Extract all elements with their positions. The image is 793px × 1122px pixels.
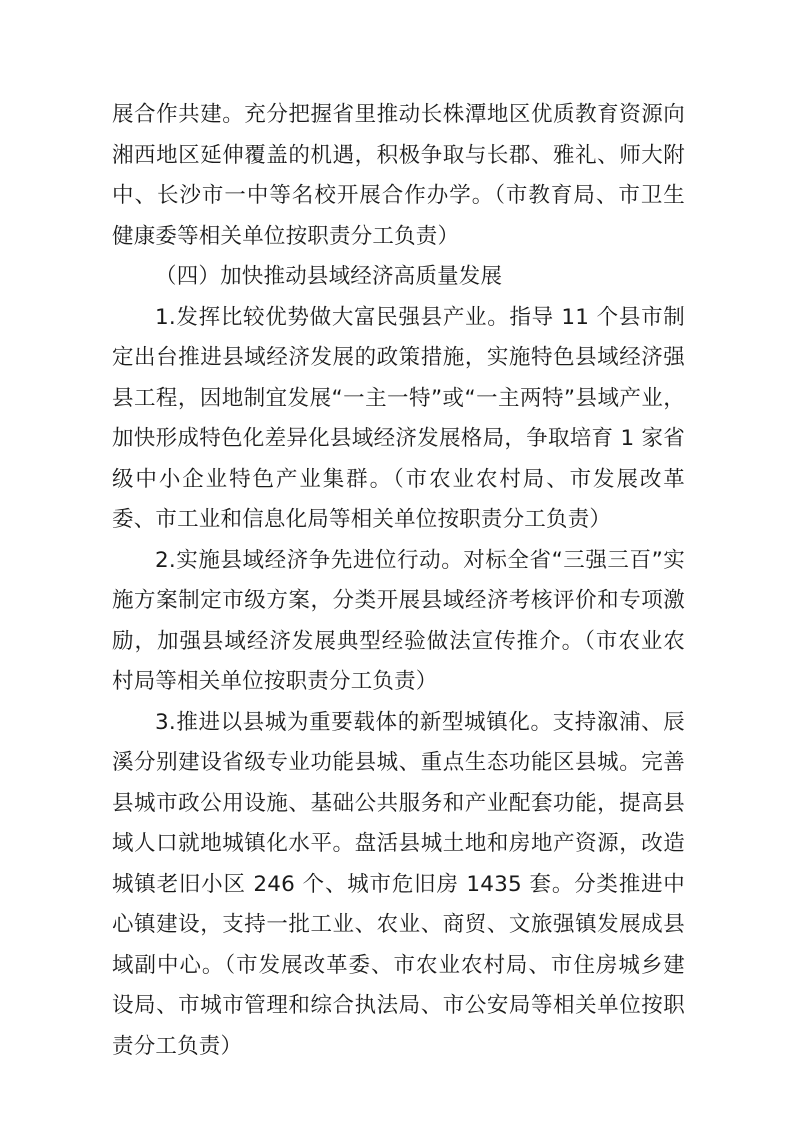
- paragraph-item-2: 2.实施县域经济争先进位行动。对标全省“三强三百”实施方案制定市级方案，分类开展县域经济考核评价和专项激励，加强县域经济发展典型经验做法宣传推介。（市农业农村局等相关单位按职责分工负责）: [112, 547, 685, 694]
- document-body: [112, 95, 685, 1067]
- paragraph-heading-four: （四）加快推动县域经济高质量发展: [155, 264, 503, 289]
- paragraph-continued-cooperation: 展合作共建。充分把握省里推动长株潭地区优质教育资源向湘西地区延伸覆盖的机遇，积极争取与长郡、雅礼、师大附中、长沙市一中等名校开展合作办学。（市教育局、市卫生健康委等相关单位按职责分工负责）: [112, 102, 685, 249]
- paragraph-item-3: 3.推进以县城为重要载体的新型城镇化。支持溆浦、辰溪分别建设省级专业功能县城、重点生态功能区县城。完善县城市政公用设施、基础公共服务和产业配套功能，提高县域人口就地城镇化水平。盘活县城土地和房地产资源，改造城镇老旧小区 246 个、城市危旧房 1435 套。分类推进中心镇建设，支持一批工业、农业、商贸、文旅强镇发展成县域副中心。（市发展改革委、市农业农村局、市住房城乡建设局、市城市管理和综合执法局、市公安局等相关单位按职责分工负责）: [112, 709, 685, 1059]
- paragraph-item-1: 1.发挥比较优势做大富民强县产业。指导 11 个县市制定出台推进县域经济发展的政策措施，实施特色县域经济强县工程，因地制宜发展“一主一特”或“一主两特”县域产业，加快形成特色化差异化县域经济发展格局，争取培育 1 家省级中小企业特色产业集群。（市农业农村局、市发展改革委、市工业和信息化局等相关单位按职责分工负责）: [112, 304, 685, 532]
